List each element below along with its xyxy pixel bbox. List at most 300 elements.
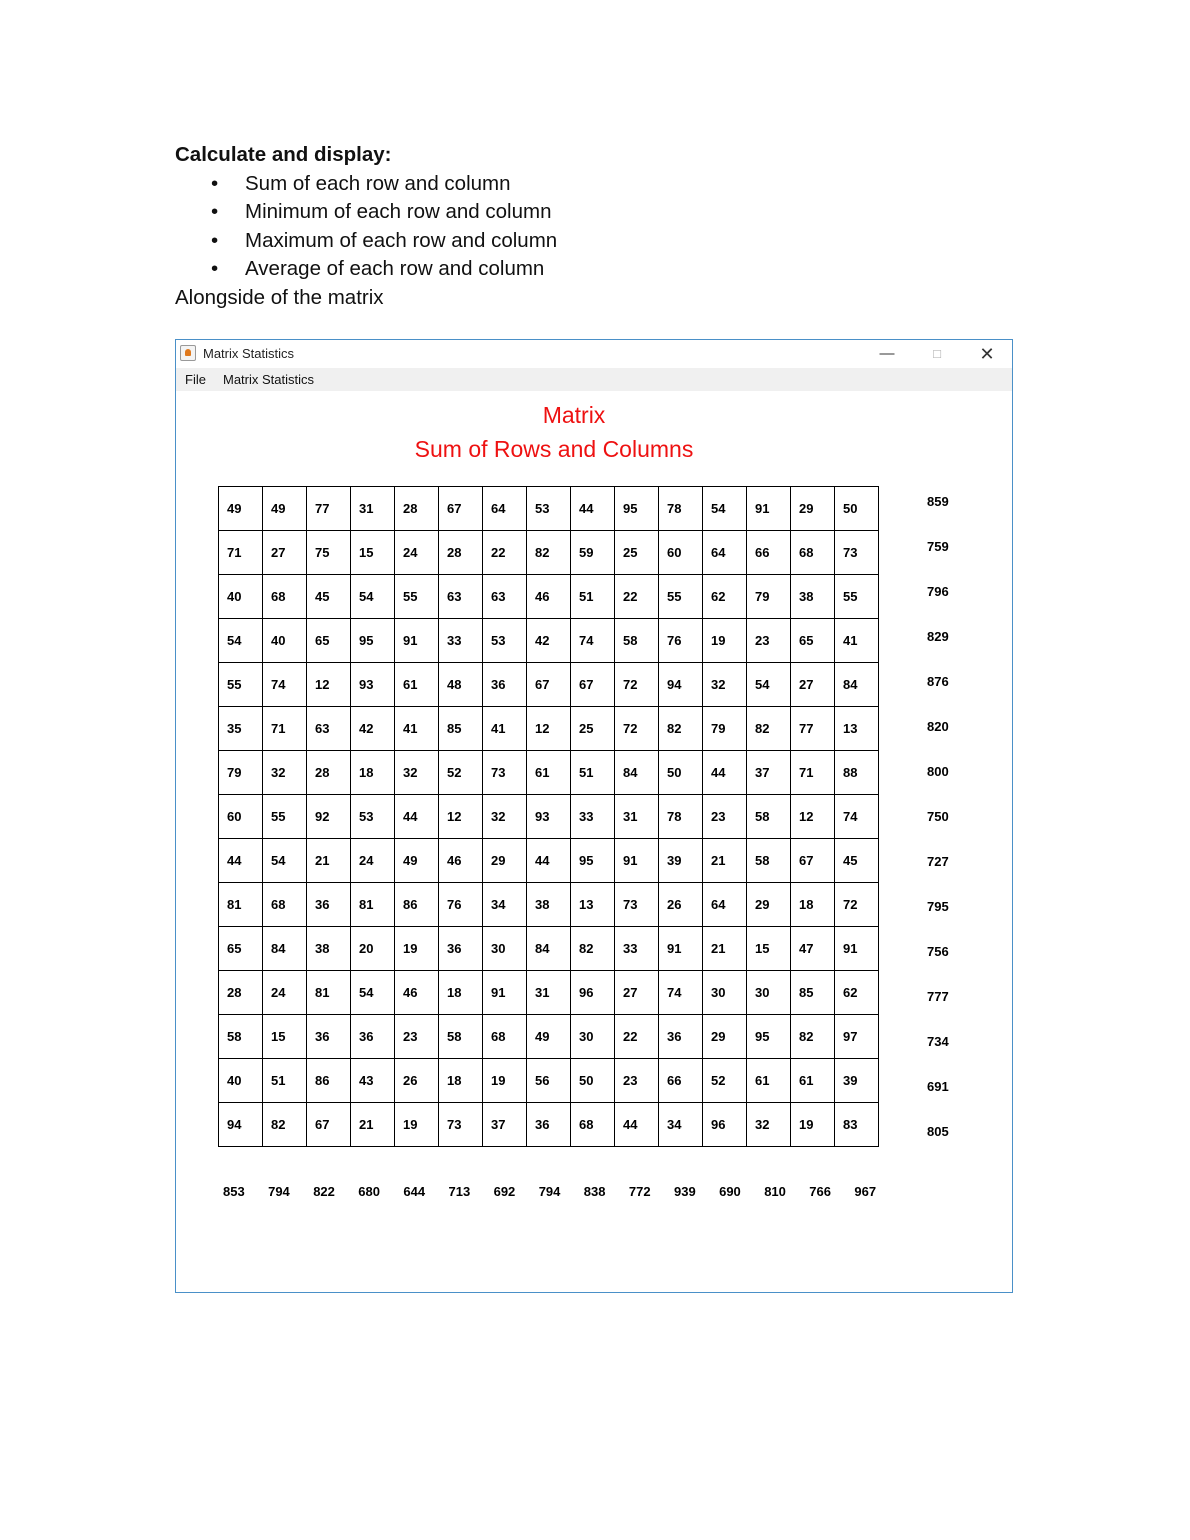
matrix-cell: 84 (835, 663, 879, 707)
matrix-cell: 21 (307, 839, 351, 883)
matrix-cell: 40 (219, 575, 263, 619)
matrix-cell: 62 (835, 971, 879, 1015)
matrix-cell: 28 (219, 971, 263, 1015)
matrix-cell: 60 (219, 795, 263, 839)
matrix-cell: 49 (527, 1015, 571, 1059)
requirements-list (175, 170, 557, 284)
column-sum: 967 (854, 1184, 877, 1199)
matrix-cell: 58 (439, 1015, 483, 1059)
matrix-cell: 73 (483, 751, 527, 795)
matrix-cell: 95 (351, 619, 395, 663)
row-sum: 820 (927, 719, 949, 734)
matrix-cell: 46 (527, 575, 571, 619)
matrix-cell: 42 (527, 619, 571, 663)
matrix-cell: 45 (307, 575, 351, 619)
row-sum: 756 (927, 944, 949, 959)
matrix-cell: 67 (439, 487, 483, 531)
row-sum: 795 (927, 899, 949, 914)
matrix-cell: 66 (659, 1059, 703, 1103)
row-sum: 750 (927, 809, 949, 824)
matrix-cell: 32 (263, 751, 307, 795)
matrix-cell: 65 (791, 619, 835, 663)
matrix-row (219, 663, 879, 707)
matrix-cell: 65 (307, 619, 351, 663)
matrix-cell: 15 (351, 531, 395, 575)
matrix-cell: 67 (307, 1103, 351, 1147)
matrix-cell: 91 (747, 487, 791, 531)
matrix-cell: 77 (307, 487, 351, 531)
column-sum: 713 (448, 1184, 471, 1199)
matrix-title: Matrix (542, 402, 606, 428)
matrix-cell: 54 (351, 575, 395, 619)
matrix-cell: 68 (263, 883, 307, 927)
matrix-cell: 64 (703, 531, 747, 575)
list-item (175, 255, 557, 284)
bullet-icon: • (211, 257, 219, 280)
menu-bar (176, 368, 1012, 391)
matrix-cell: 72 (615, 663, 659, 707)
matrix-row (219, 575, 879, 619)
matrix-cell: 22 (483, 531, 527, 575)
matrix-cell: 55 (219, 663, 263, 707)
list-item-text: Sum of each row and column (245, 171, 511, 195)
matrix-cell: 30 (483, 927, 527, 971)
matrix-cell: 58 (615, 619, 659, 663)
column-sum: 838 (583, 1184, 606, 1199)
matrix-cell: 49 (219, 487, 263, 531)
list-item-text: Minimum of each row and column (245, 200, 552, 223)
matrix-row (219, 531, 879, 575)
matrix-cell: 62 (703, 575, 747, 619)
list-item-text: Maximum of each row and column (245, 228, 558, 252)
matrix-cell: 91 (483, 971, 527, 1015)
menu-matrix-statistics[interactable]: Matrix Statistics (223, 372, 315, 387)
matrix-cell: 12 (307, 663, 351, 707)
matrix-cell: 40 (263, 619, 307, 663)
matrix-cell: 82 (263, 1103, 307, 1147)
matrix-cell: 55 (659, 575, 703, 619)
row-sum: 796 (927, 584, 949, 599)
matrix-cell: 36 (307, 883, 351, 927)
matrix-cell: 54 (219, 619, 263, 663)
column-sum: 810 (764, 1184, 786, 1199)
matrix-cell: 59 (571, 531, 615, 575)
matrix-cell: 29 (791, 487, 835, 531)
matrix-cell: 36 (351, 1015, 395, 1059)
bullet-icon: • (211, 171, 219, 195)
matrix-cell: 54 (703, 487, 747, 531)
matrix-cell: 79 (703, 707, 747, 751)
title-bar[interactable] (176, 340, 1012, 368)
matrix-cell: 74 (659, 971, 703, 1015)
matrix-cell: 32 (483, 795, 527, 839)
matrix-cell: 67 (791, 839, 835, 883)
matrix-cell: 13 (835, 707, 879, 751)
matrix-cell: 91 (659, 927, 703, 971)
matrix-cell: 15 (263, 1015, 307, 1059)
column-sum: 939 (674, 1184, 696, 1199)
matrix-cell: 44 (571, 487, 615, 531)
matrix-cell: 64 (703, 883, 747, 927)
matrix-cell: 77 (791, 707, 835, 751)
matrix-cell: 48 (439, 663, 483, 707)
matrix-cell: 71 (791, 751, 835, 795)
matrix-cell: 20 (351, 927, 395, 971)
matrix-cell: 43 (351, 1059, 395, 1103)
matrix-cell: 82 (747, 707, 791, 751)
matrix-cell: 31 (351, 487, 395, 531)
matrix-row (219, 751, 879, 795)
row-sum: 777 (927, 989, 949, 1004)
matrix-cell: 25 (615, 531, 659, 575)
matrix-cell: 36 (307, 1015, 351, 1059)
column-sum: 690 (719, 1184, 741, 1199)
matrix-cell: 41 (483, 707, 527, 751)
matrix-cell: 34 (483, 883, 527, 927)
matrix-cell: 41 (395, 707, 439, 751)
matrix-cell: 76 (659, 619, 703, 663)
matrix-cell: 21 (703, 927, 747, 971)
column-sum: 853 (223, 1184, 245, 1199)
matrix-row (219, 795, 879, 839)
matrix-cell: 19 (703, 619, 747, 663)
matrix-cell: 21 (351, 1103, 395, 1147)
matrix-cell: 32 (395, 751, 439, 795)
matrix-cell: 27 (263, 531, 307, 575)
matrix-cell: 23 (747, 619, 791, 663)
matrix-cell: 12 (791, 795, 835, 839)
matrix-cell: 42 (351, 707, 395, 751)
matrix-cell: 74 (263, 663, 307, 707)
matrix-cell: 37 (747, 751, 791, 795)
matrix-cell: 75 (307, 531, 351, 575)
instructions-footer: Alongside of the matrix (175, 285, 384, 309)
matrix-cell: 91 (615, 839, 659, 883)
matrix-grid (218, 486, 879, 1147)
row-sum: 759 (927, 539, 949, 554)
matrix-cell: 18 (791, 883, 835, 927)
row-sum: 859 (927, 494, 949, 509)
row-sum: 727 (927, 854, 949, 869)
matrix-cell: 12 (527, 707, 571, 751)
row-sum: 829 (927, 629, 949, 644)
matrix-cell: 96 (703, 1103, 747, 1147)
matrix-row (219, 487, 879, 531)
matrix-cell: 24 (263, 971, 307, 1015)
matrix-cell: 22 (615, 1015, 659, 1059)
matrix-cell: 86 (307, 1059, 351, 1103)
matrix-cell: 32 (703, 663, 747, 707)
matrix-cell: 36 (439, 927, 483, 971)
matrix-cell: 21 (703, 839, 747, 883)
matrix-cell: 29 (703, 1015, 747, 1059)
matrix-cell: 44 (703, 751, 747, 795)
column-sum: 794 (268, 1184, 290, 1199)
matrix-cell: 32 (747, 1103, 791, 1147)
matrix-cell: 93 (351, 663, 395, 707)
matrix-cell: 78 (659, 795, 703, 839)
matrix-cell: 95 (747, 1015, 791, 1059)
matrix-cell: 73 (439, 1103, 483, 1147)
matrix-cell: 27 (791, 663, 835, 707)
row-sum: 805 (927, 1124, 949, 1139)
matrix-cell: 55 (263, 795, 307, 839)
matrix-cell: 86 (395, 883, 439, 927)
matrix-cell: 93 (527, 795, 571, 839)
matrix-cell: 68 (571, 1103, 615, 1147)
matrix-cell: 27 (615, 971, 659, 1015)
matrix-cell: 67 (571, 663, 615, 707)
matrix-cell: 61 (791, 1059, 835, 1103)
matrix-cell: 38 (307, 927, 351, 971)
maximize-button[interactable]: □ (933, 346, 941, 361)
matrix-cell: 79 (747, 575, 791, 619)
matrix-cell: 85 (791, 971, 835, 1015)
matrix-cell: 44 (219, 839, 263, 883)
matrix-cell: 29 (483, 839, 527, 883)
row-sum: 800 (927, 764, 949, 779)
matrix-cell: 78 (659, 487, 703, 531)
matrix-cell: 49 (263, 487, 307, 531)
matrix-cell: 46 (439, 839, 483, 883)
matrix-cell: 39 (659, 839, 703, 883)
matrix-cell: 23 (615, 1059, 659, 1103)
matrix-cell: 36 (527, 1103, 571, 1147)
matrix-cell: 72 (835, 883, 879, 927)
matrix-cell: 73 (835, 531, 879, 575)
list-item-text: Average of each row and column (245, 257, 545, 280)
matrix-cell: 51 (263, 1059, 307, 1103)
matrix-cell: 29 (747, 883, 791, 927)
matrix-cell: 53 (527, 487, 571, 531)
matrix-cell: 30 (571, 1015, 615, 1059)
matrix-cell: 83 (835, 1103, 879, 1147)
column-sum: 794 (538, 1184, 561, 1199)
matrix-cell: 53 (483, 619, 527, 663)
matrix-cell: 36 (483, 663, 527, 707)
matrix-cell: 19 (395, 1103, 439, 1147)
matrix-cell: 19 (483, 1059, 527, 1103)
matrix-cell: 37 (483, 1103, 527, 1147)
matrix-cell: 74 (571, 619, 615, 663)
matrix-cell: 58 (747, 839, 791, 883)
matrix-cell: 39 (835, 1059, 879, 1103)
matrix-cell: 13 (571, 883, 615, 927)
matrix-cell: 18 (439, 1059, 483, 1103)
list-item (175, 227, 557, 256)
matrix-cell: 22 (615, 575, 659, 619)
matrix-cell: 65 (219, 927, 263, 971)
matrix-cell: 61 (395, 663, 439, 707)
row-sum: 734 (927, 1034, 949, 1049)
matrix-cell: 26 (659, 883, 703, 927)
matrix-cell: 51 (571, 575, 615, 619)
close-button[interactable]: ✕ (979, 344, 995, 364)
matrix-cell: 54 (747, 663, 791, 707)
matrix-cell: 63 (439, 575, 483, 619)
matrix-cell: 58 (747, 795, 791, 839)
matrix-cell: 79 (219, 751, 263, 795)
matrix-cell: 81 (351, 883, 395, 927)
matrix-row (219, 839, 879, 883)
matrix-cell: 52 (439, 751, 483, 795)
matrix-cell: 82 (527, 531, 571, 575)
matrix-cell: 74 (835, 795, 879, 839)
matrix-cell: 96 (571, 971, 615, 1015)
matrix-cell: 56 (527, 1059, 571, 1103)
matrix-cell: 54 (263, 839, 307, 883)
matrix-cell: 41 (835, 619, 879, 663)
matrix-cell: 31 (615, 795, 659, 839)
matrix-cell: 46 (395, 971, 439, 1015)
matrix-cell: 38 (527, 883, 571, 927)
matrix-cell: 49 (395, 839, 439, 883)
matrix-cell: 52 (703, 1059, 747, 1103)
matrix-cell: 82 (659, 707, 703, 751)
matrix-row (219, 619, 879, 663)
content-panel (176, 391, 1012, 1292)
instructions (175, 141, 557, 312)
row-sum: 876 (927, 674, 949, 689)
matrix-cell: 72 (615, 707, 659, 751)
matrix-cell: 23 (703, 795, 747, 839)
matrix-cell: 82 (791, 1015, 835, 1059)
matrix-cell: 66 (747, 531, 791, 575)
matrix-cell: 40 (219, 1059, 263, 1103)
column-sum: 692 (493, 1184, 516, 1199)
matrix-cell: 54 (351, 971, 395, 1015)
matrix-cell: 92 (307, 795, 351, 839)
column-sum: 644 (403, 1184, 426, 1199)
matrix-cell: 88 (835, 751, 879, 795)
matrix-cell: 71 (219, 531, 263, 575)
matrix-subtitle: Sum of Rows and Columns (414, 436, 694, 462)
matrix-cell: 84 (527, 927, 571, 971)
matrix-cell: 55 (835, 575, 879, 619)
matrix-cell: 15 (747, 927, 791, 971)
matrix-cell: 67 (527, 663, 571, 707)
matrix-row (219, 1103, 879, 1147)
matrix-cell: 97 (835, 1015, 879, 1059)
list-item (175, 170, 557, 199)
matrix-cell: 30 (703, 971, 747, 1015)
matrix-cell: 45 (835, 839, 879, 883)
matrix-cell: 38 (791, 575, 835, 619)
column-sum: 822 (313, 1184, 335, 1199)
matrix-cell: 61 (527, 751, 571, 795)
matrix-cell: 58 (219, 1015, 263, 1059)
matrix-cell: 71 (263, 707, 307, 751)
matrix-cell: 36 (659, 1015, 703, 1059)
minimize-button[interactable]: — (879, 345, 895, 362)
matrix-cell: 24 (395, 531, 439, 575)
matrix-statistics-window (175, 339, 1013, 1293)
bullet-icon: • (211, 228, 219, 252)
matrix-row (219, 971, 879, 1015)
matrix-cell: 73 (615, 883, 659, 927)
matrix-cell: 82 (571, 927, 615, 971)
matrix-row (219, 707, 879, 751)
matrix-cell: 18 (439, 971, 483, 1015)
matrix-cell: 50 (571, 1059, 615, 1103)
matrix-cell: 28 (395, 487, 439, 531)
matrix-cell: 12 (439, 795, 483, 839)
matrix-cell: 95 (615, 487, 659, 531)
matrix-row (219, 927, 879, 971)
matrix-cell: 23 (395, 1015, 439, 1059)
matrix-cell: 25 (571, 707, 615, 751)
matrix-row (219, 883, 879, 927)
matrix-row (219, 1059, 879, 1103)
matrix-cell: 68 (483, 1015, 527, 1059)
list-item (175, 198, 557, 227)
java-app-icon (180, 345, 196, 361)
matrix-cell: 47 (791, 927, 835, 971)
matrix-cell: 44 (527, 839, 571, 883)
matrix-cell: 28 (439, 531, 483, 575)
matrix-cell: 19 (791, 1103, 835, 1147)
matrix-cell: 68 (791, 531, 835, 575)
matrix-cell: 63 (307, 707, 351, 751)
matrix-cell: 30 (747, 971, 791, 1015)
matrix-cell: 76 (439, 883, 483, 927)
matrix-cell: 94 (219, 1103, 263, 1147)
window-title: Matrix Statistics (203, 346, 295, 361)
matrix-row (219, 1015, 879, 1059)
matrix-cell: 55 (395, 575, 439, 619)
matrix-cell: 19 (395, 927, 439, 971)
matrix-cell: 50 (835, 487, 879, 531)
matrix-cell: 33 (615, 927, 659, 971)
matrix-cell: 64 (483, 487, 527, 531)
matrix-cell: 44 (395, 795, 439, 839)
matrix-cell: 84 (615, 751, 659, 795)
matrix-cell: 81 (307, 971, 351, 1015)
column-sum: 772 (628, 1184, 651, 1199)
instructions-heading: Calculate and display: (175, 143, 392, 166)
matrix-cell: 35 (219, 707, 263, 751)
matrix-cell: 85 (439, 707, 483, 751)
matrix-cell: 84 (263, 927, 307, 971)
matrix-cell: 68 (263, 575, 307, 619)
matrix-cell: 18 (351, 751, 395, 795)
matrix-cell: 31 (527, 971, 571, 1015)
menu-file[interactable]: File (185, 372, 206, 387)
matrix-cell: 95 (571, 839, 615, 883)
matrix-cell: 61 (747, 1059, 791, 1103)
matrix-cell: 60 (659, 531, 703, 575)
matrix-cell: 33 (571, 795, 615, 839)
column-sum: 766 (809, 1184, 831, 1199)
matrix-cell: 53 (351, 795, 395, 839)
row-sum: 691 (927, 1079, 949, 1094)
matrix-cell: 81 (219, 883, 263, 927)
matrix-cell: 94 (659, 663, 703, 707)
bullet-icon: • (211, 200, 219, 223)
matrix-cell: 63 (483, 575, 527, 619)
matrix-cell: 51 (571, 751, 615, 795)
matrix-cell: 44 (615, 1103, 659, 1147)
matrix-cell: 91 (835, 927, 879, 971)
matrix-cell: 26 (395, 1059, 439, 1103)
column-sum: 680 (358, 1184, 380, 1199)
matrix-cell: 24 (351, 839, 395, 883)
matrix-cell: 28 (307, 751, 351, 795)
matrix-cell: 33 (439, 619, 483, 663)
matrix-cell: 50 (659, 751, 703, 795)
matrix-cell: 91 (395, 619, 439, 663)
matrix-cell: 34 (659, 1103, 703, 1147)
